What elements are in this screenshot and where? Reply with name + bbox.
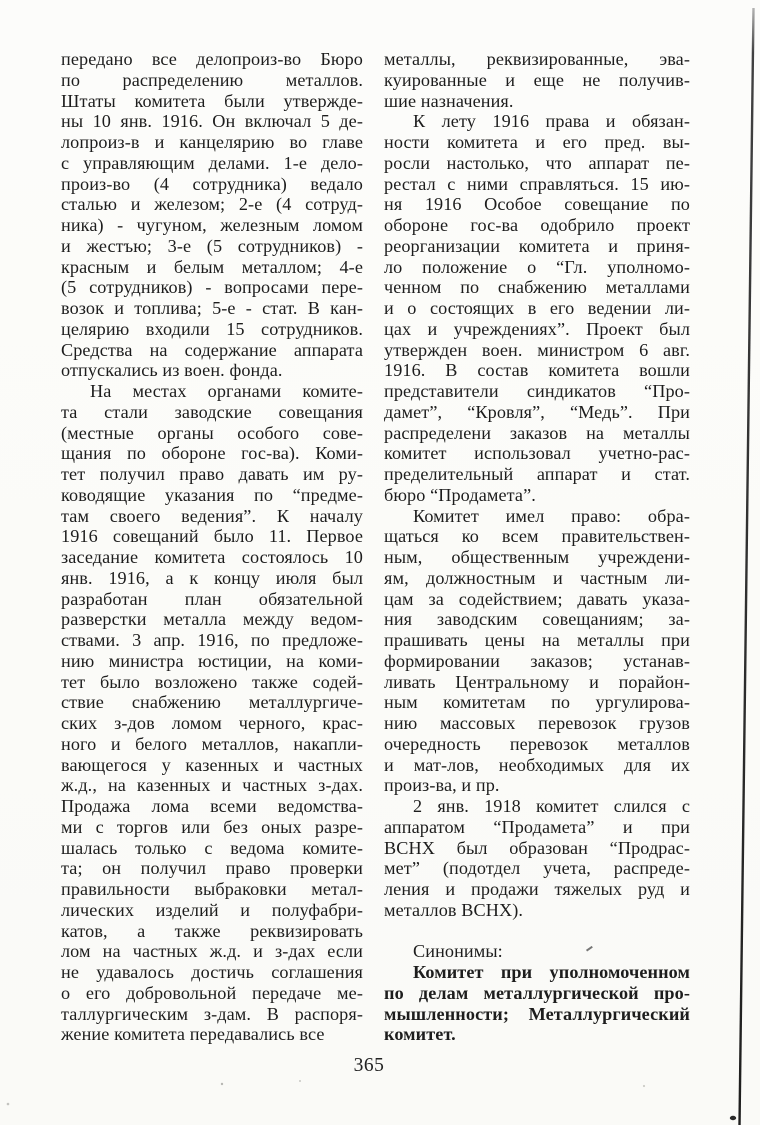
text-line: рестал с ними справляться. 15 ию-: [384, 173, 690, 194]
paragraph: [384, 111, 690, 505]
text-line: 2 янв. 1918 комитет слился с: [413, 796, 690, 816]
text-line: там своего ведения”. К началу: [61, 505, 363, 526]
text-line: красным и белым металлом; 4-е: [61, 256, 363, 277]
paragraph: [384, 506, 690, 797]
scan-speck: [730, 1116, 736, 1120]
text-line: куированные и еще не получив-: [384, 69, 690, 90]
text-line: возок и топлива; 5-е - стат. В кан-: [61, 298, 363, 318]
paragraph: [61, 49, 363, 381]
text-line: бюро “Продамета”.: [384, 484, 536, 505]
text-line: аппаратом “Продамета” и при: [384, 816, 690, 837]
text-line: ным, общественным учреждени-: [384, 547, 690, 567]
text-line: металлы, реквизированные, эва-: [384, 49, 690, 69]
text-line: вающегося у казенных и частных: [61, 754, 363, 775]
text-line: металлов ВСНХ).: [384, 899, 523, 920]
text-line: ня 1916 Особое совещание по: [384, 194, 690, 215]
text-line: по делам металлургической про-: [384, 982, 690, 1003]
scan-speck: [221, 1083, 223, 1085]
text-line: правильности выбраковки метал-: [61, 879, 363, 899]
paragraph: [384, 796, 690, 921]
text-line: ника) - чугуном, железным ломом: [61, 215, 363, 235]
text-line: ния заводским совещаниям; за-: [384, 609, 690, 630]
text-line: с управляющим делами. 1-е дело-: [61, 152, 363, 173]
text-line: мышленности; Металлургический: [384, 1003, 690, 1024]
text-line: Синонимы:: [413, 941, 503, 962]
text-line: щания по обороне гос-ва). Коми-: [61, 443, 363, 464]
text-line: шалась только с ведома комите-: [61, 837, 363, 858]
text-line: комитет использовал учетно-рас-: [384, 443, 690, 464]
text-line: произ-во (4 сотрудника) ведало: [61, 173, 363, 194]
text-line: нию министра юстиции, на коми-: [61, 650, 363, 671]
text-line: представители синдикатов “Про-: [384, 381, 690, 401]
text-line: комитет.: [384, 1024, 456, 1045]
text-line: ствами. 3 апр. 1916, по предложе-: [61, 630, 363, 650]
text-line: шие назначения.: [384, 90, 514, 111]
text-line: К лету 1916 права и обязан-: [413, 111, 690, 132]
text-line: Штаты комитета были утвержде-: [61, 90, 363, 111]
text-line: разверстки металла между ведом-: [61, 609, 363, 630]
text-line: та стали заводские совещания: [61, 401, 363, 422]
text-line: жение комитета передавались все: [61, 1024, 325, 1045]
text-line: Комитет при уполномоченном: [413, 962, 690, 982]
text-line: дамет”, “Кровля”, “Медь”. При: [384, 401, 690, 422]
text-line: ководящие указания по “предме-: [61, 484, 363, 505]
text-line: пределительный аппарат и стат.: [384, 464, 690, 484]
text-line: лопроиз-в и канцелярию во главе: [61, 132, 363, 152]
text-line: ских з-дов ломом черного, крас-: [61, 713, 363, 733]
text-line: и мат-лов, необходимых для их: [384, 754, 690, 775]
text-line: передано все делопроиз-во Бюро: [61, 49, 363, 69]
text-line: мет” (подотдел учета, распреде-: [384, 858, 690, 879]
paragraph: [384, 962, 690, 1045]
left-text-column: [61, 49, 363, 1045]
text-line: ствие снабжению металлургиче-: [61, 692, 363, 713]
text-line: заседание комитета состоялось 10: [61, 547, 363, 567]
text-line: 1916. В состав комитета вошли: [384, 360, 690, 381]
text-line: формировании заказов; устанав-: [384, 650, 690, 671]
text-line: сталью и железом; 2-е (4 сотруд-: [61, 194, 363, 215]
text-line: щаться ко всем правительствен-: [384, 526, 690, 547]
text-line: Продажа лома всеми ведомства-: [61, 796, 363, 816]
text-line: обороне гос-ва одобрило проект: [384, 215, 690, 235]
text-line: катов, а также реквизировать: [61, 920, 363, 941]
scan-speck: [643, 1085, 645, 1087]
text-line: ности комитета и его пред. вы-: [384, 132, 690, 152]
text-line: росли настолько, что аппарат пе-: [384, 152, 690, 173]
text-line: целярию входили 15 сотрудников.: [61, 318, 363, 339]
text-line: ло положение о “Гл. уполномо-: [384, 256, 690, 277]
text-line: ж.д., на казенных и частных з-дах.: [61, 775, 363, 796]
text-line: нию массовых перевозок грузов: [384, 713, 690, 733]
text-line: ным комитетам по ургулирова-: [384, 692, 690, 713]
text-line: по распределению металлов.: [61, 69, 363, 90]
text-line: очередность перевозок металлов: [384, 733, 690, 754]
text-line: ям, должностным и частным ли-: [384, 567, 690, 588]
paragraph: [384, 49, 690, 111]
text-line: ВСНХ был образован “Продрас-: [384, 837, 690, 858]
text-line: и жестъю; 3-е (5 сотрудников) -: [61, 235, 363, 256]
text-line: та; он получил право проверки: [61, 858, 363, 879]
text-line: янв. 1916, а к концу июля был: [61, 567, 363, 588]
text-line: о его добровольной передаче ме-: [61, 982, 363, 1003]
book-edge-line: [740, 8, 754, 1125]
text-line: лом на частных ж.д. и з-дах если: [61, 941, 363, 962]
text-line: Средства на содержание аппарата: [61, 339, 363, 360]
scan-speck: [7, 1103, 10, 1106]
text-line: Комитет имел право: обра-: [413, 505, 690, 526]
text-line: прашивать цены на металлы при: [384, 630, 690, 650]
text-line: ления и продажи тяжелых руд и: [384, 879, 690, 899]
text-line: распределени заказов на металлы: [384, 422, 690, 443]
paragraph: [61, 381, 363, 1045]
text-line: произ-ва, и пр.: [384, 775, 500, 796]
text-line: и о состоящих в его ведении ли-: [384, 298, 690, 318]
text-line: ми с торгов или без оных разре-: [61, 816, 363, 837]
text-line: таллургическим з-дам. В распоря-: [61, 1003, 363, 1024]
text-line: лических изделий и полуфабри-: [61, 899, 363, 920]
text-line: реорганизации комитета и приня-: [384, 235, 690, 256]
text-line: утвержден воен. министром 6 авг.: [384, 339, 690, 360]
page-number: 365: [353, 1055, 385, 1076]
text-line: На местах органами комите-: [90, 381, 363, 401]
text-line: ливать Центральному и порайон-: [384, 671, 690, 692]
text-line: ны 10 янв. 1916. Он включал 5 де-: [61, 111, 363, 132]
text-line: (местные органы особого сове-: [61, 422, 363, 443]
right-text-column: [384, 49, 690, 1045]
text-line: цам за содействием; давать указа-: [384, 588, 690, 609]
text-line: ченном по снабжению металлами: [384, 277, 690, 298]
text-line: 1916 совещаний было 11. Первое: [61, 526, 363, 547]
scan-speck: [299, 1080, 301, 1082]
text-line: не удавалось достичь соглашения: [61, 962, 363, 982]
text-line: цах и учреждениях”. Проект был: [384, 318, 690, 339]
text-line: (5 сотрудников) - вопросами пере-: [61, 277, 363, 298]
text-line: отпускались из воен. фонда.: [61, 360, 283, 381]
paragraph: [384, 941, 690, 962]
text-line: тет было возложено также содей-: [61, 671, 363, 692]
text-line: тет получил право давать им ру-: [61, 464, 363, 484]
text-line: разработан план обязательной: [61, 588, 363, 609]
text-line: ного и белого металлов, накапли-: [61, 733, 363, 754]
